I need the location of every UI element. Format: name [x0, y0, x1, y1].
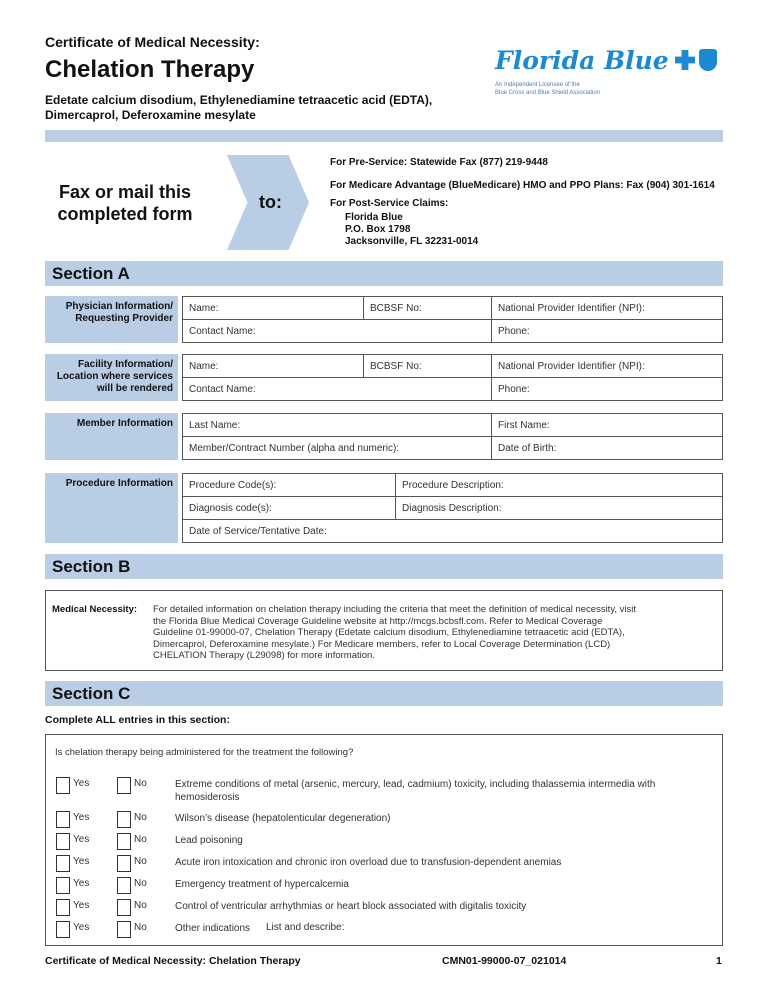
- no-checkbox[interactable]: [117, 833, 131, 850]
- yes-checkbox[interactable]: [56, 921, 70, 938]
- facility-contact-field[interactable]: Contact Name:: [183, 378, 492, 401]
- mn-line: Dimercaprol, Deferoxamine mesylate.) For Medicare members, refer to Local Coverage Determination (LCD): [153, 638, 611, 650]
- section-c-title: Section C: [52, 684, 131, 703]
- yes-label: Yes: [73, 812, 90, 823]
- mn-line: CHELATION Therapy (L29098) for more information.: [153, 650, 375, 661]
- form-subtitle-2: Dimercaprol, Deferoxamine mesylate: [45, 108, 256, 122]
- no-label: No: [134, 922, 147, 933]
- no-label: No: [134, 812, 147, 823]
- logo-name: Florida Blue: [495, 46, 669, 75]
- page-number: 1: [716, 955, 722, 967]
- facility-label-3: will be rendered: [96, 383, 173, 394]
- section-a-header: [45, 261, 723, 286]
- physician-label-1: Physician Information/: [65, 301, 173, 312]
- mn-line: For detailed information on chelation therapy including the criteria that meet the definition of medical necessity, visit: [153, 604, 636, 615]
- condition-text: Wilson’s disease (hepatolenticular degeneration): [175, 813, 391, 824]
- condition-text: Other indications: [175, 923, 251, 934]
- service-date-field[interactable]: Date of Service/Tentative Date:: [183, 520, 723, 543]
- mn-line: the Florida Blue Medical Coverage Guideline website at http://mcgs.bcbsfl.com. Refer to Medical Coverage: [153, 615, 603, 627]
- member-table: [182, 413, 723, 460]
- procedure-table: [182, 473, 723, 543]
- section-a-title: Section A: [52, 264, 130, 283]
- address-line-2: P.O. Box 1798: [345, 224, 411, 235]
- pre-service-fax: For Pre-Service: Statewide Fax (877) 219-9448: [330, 157, 548, 168]
- member-first-name-field[interactable]: First Name:: [492, 414, 723, 437]
- to-label: to:: [259, 192, 282, 212]
- condition-text: Emergency treatment of hypercalcemia: [175, 879, 349, 890]
- medical-necessity-text: [153, 604, 636, 662]
- facility-label-2: Location where services: [56, 371, 173, 382]
- question-text: Is chelation therapy being administered for the treatment the following?: [55, 747, 354, 758]
- diagnosis-codes-field[interactable]: Diagnosis code(s):: [183, 497, 396, 520]
- facility-label-1: Facility Information/: [77, 359, 173, 370]
- facility-name-field[interactable]: Name:: [183, 355, 364, 378]
- facility-bcbsf-field[interactable]: BCBSF No:: [364, 355, 492, 378]
- member-last-name-field[interactable]: Last Name:: [183, 414, 492, 437]
- condition-text: Acute iron intoxication and chronic iron overload due to transfusion-dependent anemias: [175, 857, 562, 868]
- section-b-title: Section B: [52, 557, 131, 576]
- procedure-codes-field[interactable]: Procedure Code(s):: [183, 474, 396, 497]
- fax-instruction-line-2: completed form: [57, 204, 193, 224]
- physician-name-field[interactable]: Name:: [183, 297, 364, 320]
- medical-necessity-box: [45, 590, 723, 671]
- section-c-header: [45, 681, 723, 706]
- fax-instruction-line-1: Fax or mail this: [58, 182, 192, 202]
- blue-cross-icon: [675, 50, 695, 70]
- header-divider: [45, 130, 723, 142]
- yes-label: Yes: [73, 900, 90, 911]
- yes-checkbox[interactable]: [56, 811, 70, 828]
- physician-label: [45, 296, 178, 343]
- blue-shield-icon: [699, 49, 717, 71]
- no-label: No: [134, 778, 147, 789]
- procedure-description-field[interactable]: Procedure Description:: [396, 474, 723, 497]
- yes-label: Yes: [73, 778, 90, 789]
- yes-label: Yes: [73, 834, 90, 845]
- footer-code: CMN01-99000-07_021014: [442, 955, 567, 967]
- no-checkbox[interactable]: [117, 877, 131, 894]
- yes-label: Yes: [73, 878, 90, 889]
- fax-instruction: [45, 181, 205, 225]
- facility-phone-field[interactable]: Phone:: [492, 378, 723, 401]
- florida-blue-logo: [495, 46, 730, 102]
- form-subtitle-1: Edetate calcium disodium, Ethylenediamine tetraacetic acid (EDTA),: [45, 93, 433, 107]
- physician-phone-field[interactable]: Phone:: [492, 320, 723, 343]
- member-dob-field[interactable]: Date of Birth:: [492, 437, 723, 460]
- yes-checkbox[interactable]: [56, 833, 70, 850]
- yes-label: Yes: [73, 856, 90, 867]
- physician-bcbsf-field[interactable]: BCBSF No:: [364, 297, 492, 320]
- no-checkbox[interactable]: [117, 899, 131, 916]
- physician-contact-field[interactable]: Contact Name:: [183, 320, 492, 343]
- yes-label: Yes: [73, 922, 90, 933]
- form-kicker: Certificate of Medical Necessity:: [45, 34, 260, 50]
- address-line-1: Florida Blue: [345, 212, 403, 223]
- condition-text: Lead poisoning: [175, 835, 243, 846]
- yes-checkbox[interactable]: [56, 899, 70, 916]
- yes-checkbox[interactable]: [56, 877, 70, 894]
- facility-npi-field[interactable]: National Provider Identifier (NPI):: [492, 355, 723, 378]
- medicare-fax: For Medicare Advantage (BlueMedicare) HMO and PPO Plans: Fax (904) 301-1614: [330, 180, 715, 191]
- no-label: No: [134, 834, 147, 845]
- facility-table: [182, 354, 723, 401]
- member-label: Member Information: [45, 413, 178, 460]
- footer-title: Certificate of Medical Necessity: Chelation Therapy: [45, 955, 301, 967]
- physician-label-2: Requesting Provider: [75, 313, 173, 324]
- procedure-label: Procedure Information: [45, 473, 178, 543]
- post-service-label: For Post-Service Claims:: [330, 198, 449, 209]
- form-title: Chelation Therapy: [45, 56, 255, 83]
- yes-checkbox[interactable]: [56, 855, 70, 872]
- mailing-address: [345, 212, 478, 248]
- no-label: No: [134, 856, 147, 867]
- no-checkbox[interactable]: [117, 811, 131, 828]
- medical-necessity-label: Medical Necessity:: [52, 604, 138, 615]
- address-line-3: Jacksonville, FL 32231-0014: [345, 236, 479, 247]
- physician-table: [182, 296, 723, 343]
- yes-checkbox[interactable]: [56, 777, 70, 794]
- no-checkbox[interactable]: [117, 855, 131, 872]
- physician-npi-field[interactable]: National Provider Identifier (NPI):: [492, 297, 723, 320]
- diagnosis-description-field[interactable]: Diagnosis Description:: [396, 497, 723, 520]
- list-describe-label: List and describe:: [266, 922, 345, 933]
- condition-text: Control of ventricular arrhythmias or heart block associated with digitalis toxicity: [175, 901, 527, 912]
- mn-line: Guideline 01-99000-07, Chelation Therapy (Edetate calcium disodium, Ethylenediamine tetraacetic acid (EDTA),: [153, 627, 625, 638]
- condition-text: Extreme conditions of metal (arsenic, mercury, lead, cadmium) toxicity, including thalassemia intermedia with hemosiderosis: [175, 779, 656, 803]
- logo-tagline-1: An Independent Licensee of the: [495, 82, 580, 88]
- member-number-field[interactable]: Member/Contract Number (alpha and numeric):: [183, 437, 492, 460]
- no-label: No: [134, 900, 147, 911]
- no-checkbox[interactable]: [117, 921, 131, 938]
- no-label: No: [134, 878, 147, 889]
- section-b-header: [45, 554, 723, 579]
- no-checkbox[interactable]: [117, 777, 131, 794]
- facility-label: [45, 354, 178, 401]
- section-c-instruction: Complete ALL entries in this section:: [45, 714, 230, 726]
- logo-tagline-2: Blue Cross and Blue Shield Association: [495, 90, 601, 96]
